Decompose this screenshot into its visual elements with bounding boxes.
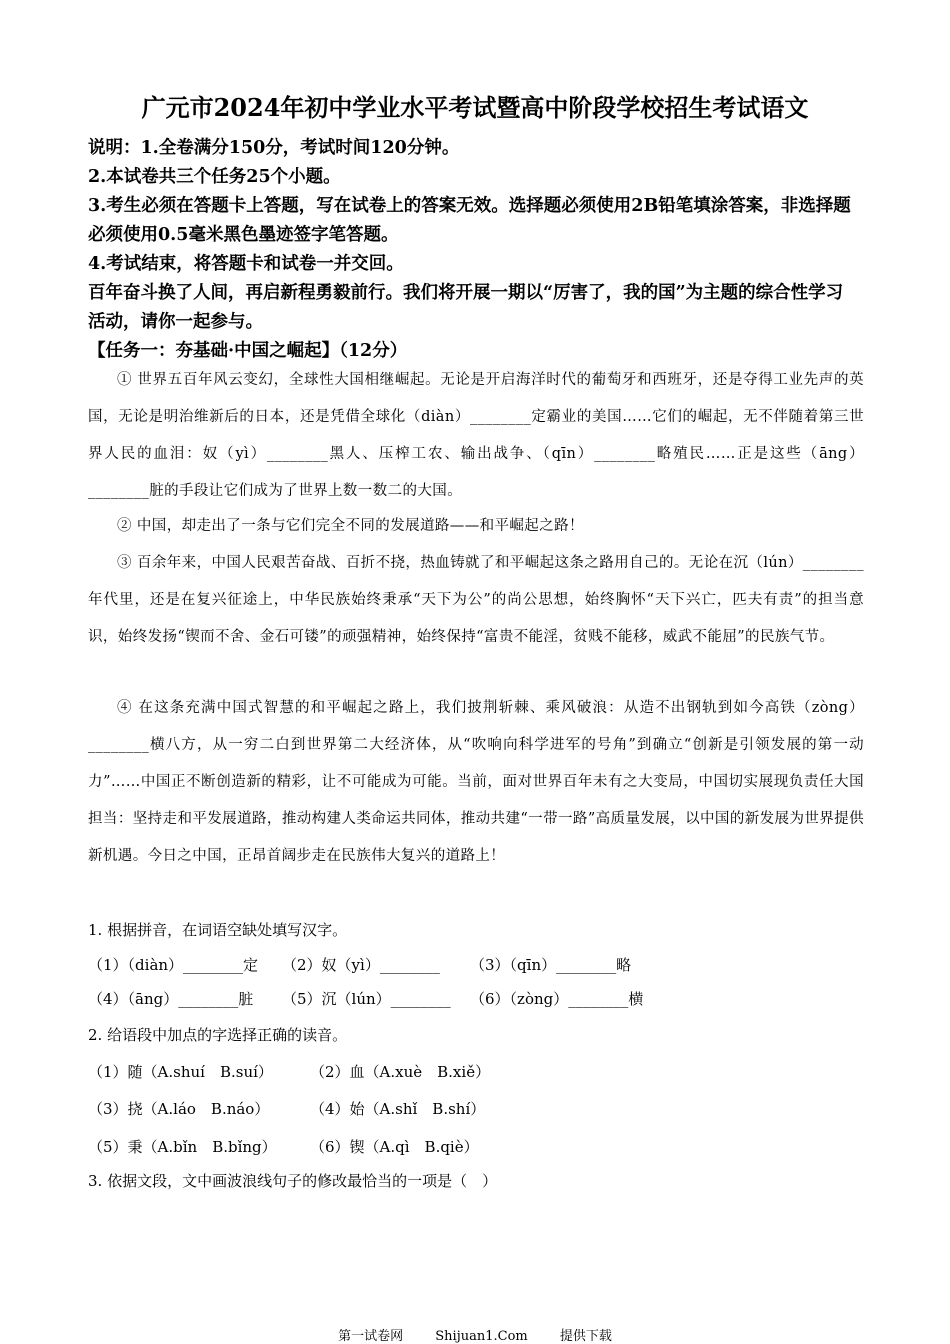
q2-option: （3）挠（A.láo B.náo） [88, 1100, 270, 1118]
q2-option: （1）随（A.shuí B.suí） [88, 1063, 273, 1081]
q2-option: （2）血（A.xuè B.xiě） [310, 1063, 491, 1081]
q1-item: （3）（qīn）________略 [470, 956, 632, 974]
passage-paragraph-4: ④ 在这条充满中国式智慧的和平崛起之路上，我们披荆斩棘、乘风破浪：从造不出钢轨到如今高铁（zòng）________横八方，从一穷二白到世界第二大经济体，从“吹响向科学进军的号角”到确立“创新是引领发展的第一动力”……中国正不断创造新的精彩，让不可能成为可能。当前，面对世界百年未有之大变局，中国切实展现负责任大国担当：坚持走和平发展道路，推动构建人类命运共同体，推动共建“一带一路”高质量发展，以中国的新发展为世界提供新机遇。今日之中国，正昂首阔步走在民族伟大复兴的道路上！ [88, 700, 864, 864]
passage-paragraph-2: ② 中国，却走出了一条与它们完全不同的发展道路——和平崛起之路！ [117, 518, 584, 534]
footer-site-name: 第一试卷网 [338, 1329, 404, 1344]
question-3-stem: 3. 依据文段，文中画波浪线句子的修改最恰当的一项是（ ） [88, 1172, 498, 1190]
instruction-line: 3.考生必须在答题卡上答题，写在试卷上的答案无效。选择题必须使用2B铅笔填涂答案，非选择题必须使用0.5毫米黑色墨迹签字笔答题。 [88, 196, 851, 245]
footer-download-text: 提供下载 [559, 1329, 612, 1344]
task1-heading: 【任务一：夯基础·中国之崛起】（12分） [88, 341, 408, 361]
q1-item: （4）（āng）________脏 [88, 990, 254, 1008]
question-2-stem: 2. 给语段中加点的字选择正确的读音。 [88, 1026, 348, 1044]
instruction-line: 2.本试卷共三个任务25个小题。 [88, 167, 341, 187]
instructions [88, 134, 860, 366]
q1-item: （2）奴（yì）________ [282, 956, 440, 974]
q1-item: （1）（diàn）________定 [88, 956, 259, 974]
page-title: 广元市2024年初中学业水平考试暨高中阶段学校招生考试语文 [141, 93, 809, 122]
passage-paragraph-3: ③ 百余年来，中国人民艰苦奋战、百折不挠，热血铸就了和平崛起这条之路用自己的。无论在沉（lún）________年代里，还是在复兴征途上，中华民族始终秉承“天下为公”的尚公思想，始终胸怀“天下兴亡，匹夫有责”的担当意识，始终发扬“锲而不舍、金石可镂”的顽强精神，始终保持“富贵不能淫，贫贱不能移，威武不能屈”的民族气节。 [88, 555, 864, 645]
q1-item: （6）（zòng）________横 [470, 990, 644, 1008]
question-1-stem: 1. 根据拼音，在词语空缺处填写汉字。 [88, 921, 348, 939]
instruction-line: 说明：1.全卷满分150分，考试时间120分钟。 [88, 138, 460, 158]
passage-paragraph-1: ① 世界五百年风云变幻，全球性大国相继崛起。无论是开启海洋时代的葡萄牙和西班牙，还是夺得工业先声的英国，无论是明治维新后的日本，还是凭借全球化（diàn）________定霸业的美国……它们的崛起，无不伴随着第三世界人民的血泪：奴（yì）________黑人、压榨工农、输出战争、（qīn）________略殖民……正是这些（āng）________脏的手段让它们成为了世界上数一数二的大国。 [88, 372, 864, 499]
footer [0, 1325, 950, 1344]
q1-item: （5）沉（lún）________ [282, 990, 451, 1008]
footer-site-url[interactable]: Shijuan1.Com [435, 1329, 528, 1344]
q2-option: （6）锲（A.qì B.qiè） [310, 1138, 479, 1156]
q2-option: （4）始（A.shǐ B.shí） [310, 1100, 486, 1118]
instruction-line: 4.考试结束，将答题卡和试卷一并交回。 [88, 254, 404, 274]
intro-text: 百年奋斗换了人间，再启新程勇毅前行。我们将开展一期以“厉害了，我的国”为主题的综合性学习活动，请你一起参与。 [88, 283, 844, 332]
q2-option: （5）秉（A.bǐn B.bǐng） [88, 1138, 277, 1156]
